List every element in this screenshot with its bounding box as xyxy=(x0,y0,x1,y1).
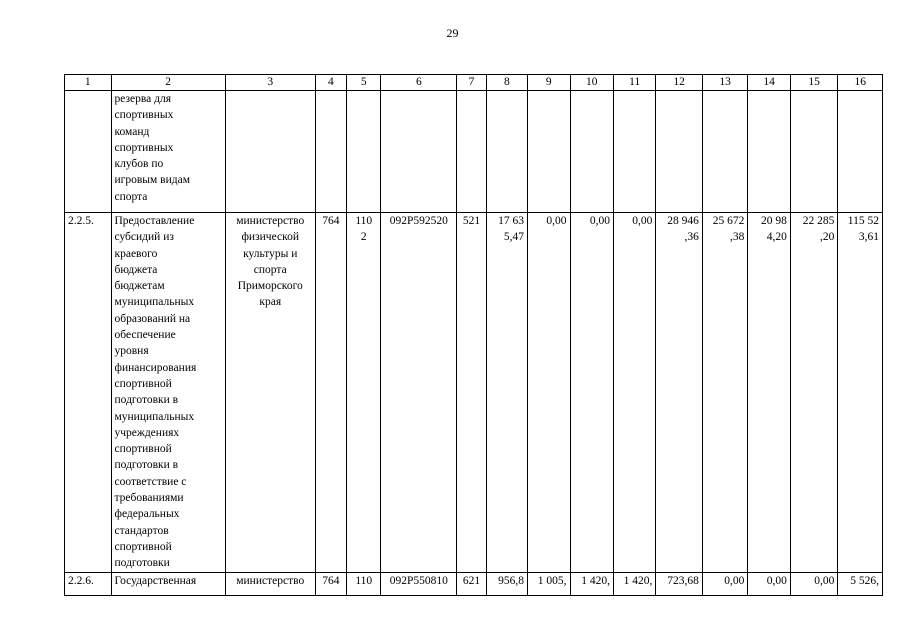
column-header: 10 xyxy=(570,75,613,91)
cell-text: 17 63 5,47 xyxy=(498,215,525,244)
description-cell xyxy=(111,213,225,573)
column-header: 11 xyxy=(613,75,655,91)
value-cell xyxy=(613,572,655,595)
table-row xyxy=(65,91,883,213)
cell-text: министерство xyxy=(236,574,305,587)
value-cell xyxy=(656,91,703,213)
csr-cell xyxy=(381,91,457,213)
value-cell xyxy=(486,572,527,595)
executor-cell xyxy=(225,91,315,213)
cell-text: 0,00 xyxy=(546,215,567,227)
cell-text: Государственная xyxy=(114,574,197,587)
column-header: 2 xyxy=(111,75,225,91)
page-number: 29 xyxy=(446,26,459,40)
cell-text: 0,00 xyxy=(589,215,610,227)
value-cell xyxy=(528,91,570,213)
table-row xyxy=(65,213,883,573)
value-cell xyxy=(702,572,748,595)
cell-text: 115 52 3,61 xyxy=(847,215,879,244)
grbs-cell xyxy=(315,572,346,595)
cell-text: 1 420, xyxy=(581,574,610,587)
cell-text: резерва для спортивных команд спортивных клубов по игровым видам спорта xyxy=(114,93,190,203)
header-row xyxy=(65,75,883,91)
executor-cell xyxy=(225,213,315,573)
cell-text: 0,00 xyxy=(724,574,745,587)
value-cell xyxy=(486,213,527,573)
column-header: 9 xyxy=(528,75,570,91)
column-header: 15 xyxy=(790,75,838,91)
cell-text: 0,00 xyxy=(814,574,835,587)
rzpr-cell xyxy=(347,572,381,595)
cell-text: 723,68 xyxy=(667,574,699,587)
column-header: 8 xyxy=(486,75,527,91)
value-cell xyxy=(702,213,748,573)
total-cell xyxy=(838,572,883,595)
cell-text: 0,00 xyxy=(632,215,653,227)
column-header: 14 xyxy=(748,75,790,91)
csr-cell xyxy=(381,213,457,573)
cell-text: министерство физической культуры и спорта Приморского края xyxy=(236,215,305,309)
cell-text: 621 xyxy=(462,574,481,587)
cell-text: 110 2 xyxy=(355,215,373,244)
cell-text: 092P592520 xyxy=(389,215,448,227)
column-header: 3 xyxy=(225,75,315,91)
description-cell xyxy=(111,91,225,213)
cell-text: Предоставление субсидий из краевого бюджета бюджетам муниципальных образований на обеспечение уровня финансирования спортивной подготовки в муниципальных учреждениях спортивной подготовки в соответствие с требованиями федеральных стандартов спортивной подготовки xyxy=(114,215,197,570)
value-cell xyxy=(790,91,838,213)
value-cell xyxy=(656,572,703,595)
cell-text: 764 xyxy=(322,574,340,587)
column-header: 1 xyxy=(65,75,112,91)
cell-text: 0,00 xyxy=(766,574,787,587)
row-number-cell xyxy=(65,91,112,213)
value-cell xyxy=(570,213,613,573)
cell-text: 956,8 xyxy=(498,574,525,587)
value-cell xyxy=(528,213,570,573)
row-number-cell xyxy=(65,213,112,573)
total-cell xyxy=(838,91,883,213)
rzpr-cell xyxy=(347,91,381,213)
row-number-cell xyxy=(65,572,112,595)
cell-text: 110 xyxy=(355,574,373,587)
value-cell xyxy=(702,91,748,213)
value-cell xyxy=(790,213,838,573)
vr-cell xyxy=(457,91,486,213)
column-header: 5 xyxy=(347,75,381,91)
value-cell xyxy=(613,91,655,213)
value-cell xyxy=(486,91,527,213)
cell-text: 1 005, xyxy=(537,574,567,587)
column-header: 16 xyxy=(838,75,883,91)
table-row xyxy=(65,572,883,595)
value-cell xyxy=(790,572,838,595)
value-cell xyxy=(748,213,790,573)
cell-text: 521 xyxy=(462,215,481,227)
cell-text: 28 946 ,36 xyxy=(667,215,699,244)
cell-text: 5 526, xyxy=(850,574,879,587)
value-cell xyxy=(656,213,703,573)
cell-text: 2.2.6. xyxy=(68,574,94,587)
total-cell xyxy=(838,213,883,573)
grbs-cell xyxy=(315,213,346,573)
description-cell xyxy=(111,572,225,595)
column-header: 13 xyxy=(702,75,748,91)
column-header: 4 xyxy=(315,75,346,91)
csr-cell xyxy=(381,572,457,595)
cell-text: 092P550810 xyxy=(389,574,448,587)
cell-text: 764 xyxy=(322,215,340,227)
column-header: 6 xyxy=(381,75,457,91)
value-cell xyxy=(748,572,790,595)
budget-table xyxy=(64,74,883,596)
rzpr-cell xyxy=(347,213,381,573)
cell-text: 20 98 4,20 xyxy=(761,215,787,244)
value-cell xyxy=(748,91,790,213)
cell-text: 22 285 ,20 xyxy=(802,215,835,244)
cell-text: 1 420, xyxy=(623,574,653,587)
column-header: 12 xyxy=(656,75,703,91)
value-cell xyxy=(570,91,613,213)
cell-text: 2.2.5. xyxy=(68,215,94,227)
cell-text: 25 672 ,38 xyxy=(712,215,745,244)
grbs-cell xyxy=(315,91,346,213)
value-cell xyxy=(528,572,570,595)
column-header: 7 xyxy=(457,75,486,91)
value-cell xyxy=(613,213,655,573)
vr-cell xyxy=(457,572,486,595)
vr-cell xyxy=(457,213,486,573)
executor-cell xyxy=(225,572,315,595)
value-cell xyxy=(570,572,613,595)
